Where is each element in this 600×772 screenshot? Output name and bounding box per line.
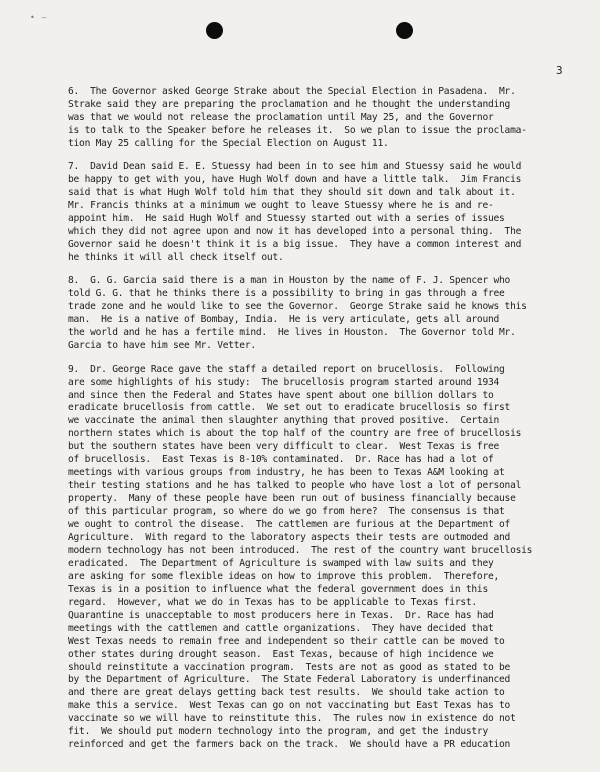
page-number: 3 bbox=[556, 64, 563, 77]
punch-hole-left bbox=[206, 22, 223, 39]
text-line: property. Many of these people have been run out of business financially because bbox=[68, 493, 516, 505]
text-line: the world and he has a fertile mind. He lives in Houston. The Governor told Mr. bbox=[68, 327, 516, 339]
text-line: Strake said they are preparing the proclamation and he thought the understanding bbox=[68, 98, 511, 110]
text-line: of this particular program, so where do we go from here? The consensus is that bbox=[68, 506, 505, 518]
text-line: should reinstitute a vaccination program. Tests are not as good as stated to be bbox=[68, 661, 511, 673]
text-line: modern technology has not been introduced. The rest of the country want brucellosis bbox=[68, 544, 533, 556]
text-line: Agriculture. With regard to the laboratory aspects their tests are outmoded and bbox=[68, 532, 511, 543]
text-line: eradicate brucellosis from cattle. We set out to eradicate brucellosis so first bbox=[68, 402, 511, 414]
text-line: other states during drought season. East Texas, because of high incidence we bbox=[68, 648, 494, 660]
text-line: are some highlights of his study: The brucellosis program started around 1934 bbox=[68, 376, 500, 388]
text-line: reinforced and get the farmers back on the track. We should have a PR education bbox=[68, 739, 511, 751]
punch-hole-right bbox=[396, 22, 413, 39]
text-line: northern states which is about the top half of the country are free of brucellosis bbox=[68, 428, 522, 440]
paragraph-7 bbox=[68, 161, 563, 265]
text-line: vaccinate so we will have to reinstitute this. The rules now in existence do not bbox=[68, 713, 516, 725]
text-line: we vaccinate the animal then slaughter anything that proved positive. Certain bbox=[68, 415, 500, 427]
text-line: told G. G. that he thinks there is a possibility to bring in gas through a free bbox=[68, 288, 505, 300]
text-line: meetings with various groups from industry, he has been to Texas A&M looking at bbox=[68, 467, 505, 479]
text-line: we ought to control the disease. The cattlemen are furious at the Department of bbox=[68, 519, 511, 531]
text-line: of brucellosis. East Texas is 8-10% contaminated. Dr. Race has had a lot of bbox=[68, 454, 494, 466]
text-line: meetings with the cattlemen and cattle organizations. They have decided that bbox=[68, 622, 494, 634]
text-line: their testing stations and he has talked to people who have lost a lot of personal bbox=[68, 480, 522, 492]
document-body bbox=[68, 86, 563, 763]
paragraph-8 bbox=[68, 275, 563, 353]
text-line: 6. The Governor asked George Strake about the Special Election in Pasadena. Mr. bbox=[68, 86, 516, 97]
text-line: West Texas needs to remain free and independent so their cattle can be moved to bbox=[68, 635, 505, 647]
text-line: he thinks it will all check itself out. bbox=[68, 251, 284, 263]
text-line: make this a service. West Texas can go on not vaccinating but East Texas has to bbox=[68, 700, 511, 712]
text-line: fit. We should put modern technology into the program, and get the industry bbox=[68, 726, 488, 738]
text-line: 9. Dr. George Race gave the staff a detailed report on brucellosis. Following bbox=[68, 363, 505, 375]
text-line: Quarantine is unacceptable to most producers here in Texas. Dr. Race has had bbox=[68, 609, 494, 621]
text-line: regard. However, what we do in Texas has to be applicable to Texas first. bbox=[68, 596, 477, 608]
paragraph-6 bbox=[68, 86, 563, 151]
text-line: man. He is a native of Bombay, India. He is very articulate, gets all around bbox=[68, 314, 500, 326]
text-line: appoint him. He said Hugh Wolf and Stuessy started out with a series of issues bbox=[68, 213, 505, 225]
text-line: which they did not agree upon and now it has developed into a personal thing. The bbox=[68, 226, 522, 238]
text-line: and there are great delays getting back test results. We should take action to bbox=[68, 687, 505, 699]
text-line: said that is what Hugh Wolf told him that they should sit down and talk about it. bbox=[68, 187, 516, 199]
text-line: Texas is in a position to influence what the federal government does in this bbox=[68, 583, 488, 595]
text-line: 7. David Dean said E. E. Stuessy had been in to see him and Stuessy said he would bbox=[68, 161, 522, 173]
text-line: by the Department of Agriculture. The State Federal Laboratory is underfinanced bbox=[68, 674, 511, 686]
text-line: is to talk to the Speaker before he releases it. So we plan to issue the proclama- bbox=[68, 124, 527, 136]
text-line: 8. G. G. Garcia said there is a man in Houston by the name of F. J. Spencer who bbox=[68, 275, 511, 287]
text-line: eradicated. The Department of Agriculture is swamped with law suits and they bbox=[68, 557, 494, 569]
text-line: and since then the Federal and States have spent about one billion dollars to bbox=[68, 389, 494, 401]
margin-mark: • – bbox=[30, 13, 48, 22]
text-line: was that we would not release the proclamation until May 25, and the Governor bbox=[68, 111, 494, 123]
text-line: tion May 25 calling for the Special Election on August 11. bbox=[68, 137, 389, 149]
text-line: be happy to get with you, have Hugh Wolf down and have a little talk. Jim Francis bbox=[68, 174, 522, 186]
text-line: Governor said he doesn't think it is a big issue. They have a common interest and bbox=[68, 238, 522, 250]
paragraph-9 bbox=[68, 364, 563, 753]
text-line: Garcia to have him see Mr. Vetter. bbox=[68, 340, 256, 352]
text-line: are asking for some flexible ideas on how to improve this problem. Therefore, bbox=[68, 570, 500, 582]
text-line: Mr. Francis thinks at a minimum we ought to leave Stuessy where he is and re- bbox=[68, 200, 494, 212]
text-line: but the southern states have been very difficult to clear. West Texas is free bbox=[68, 441, 500, 453]
text-line: trade zone and he would like to see the Governor. George Strake said he knows this bbox=[68, 301, 527, 313]
